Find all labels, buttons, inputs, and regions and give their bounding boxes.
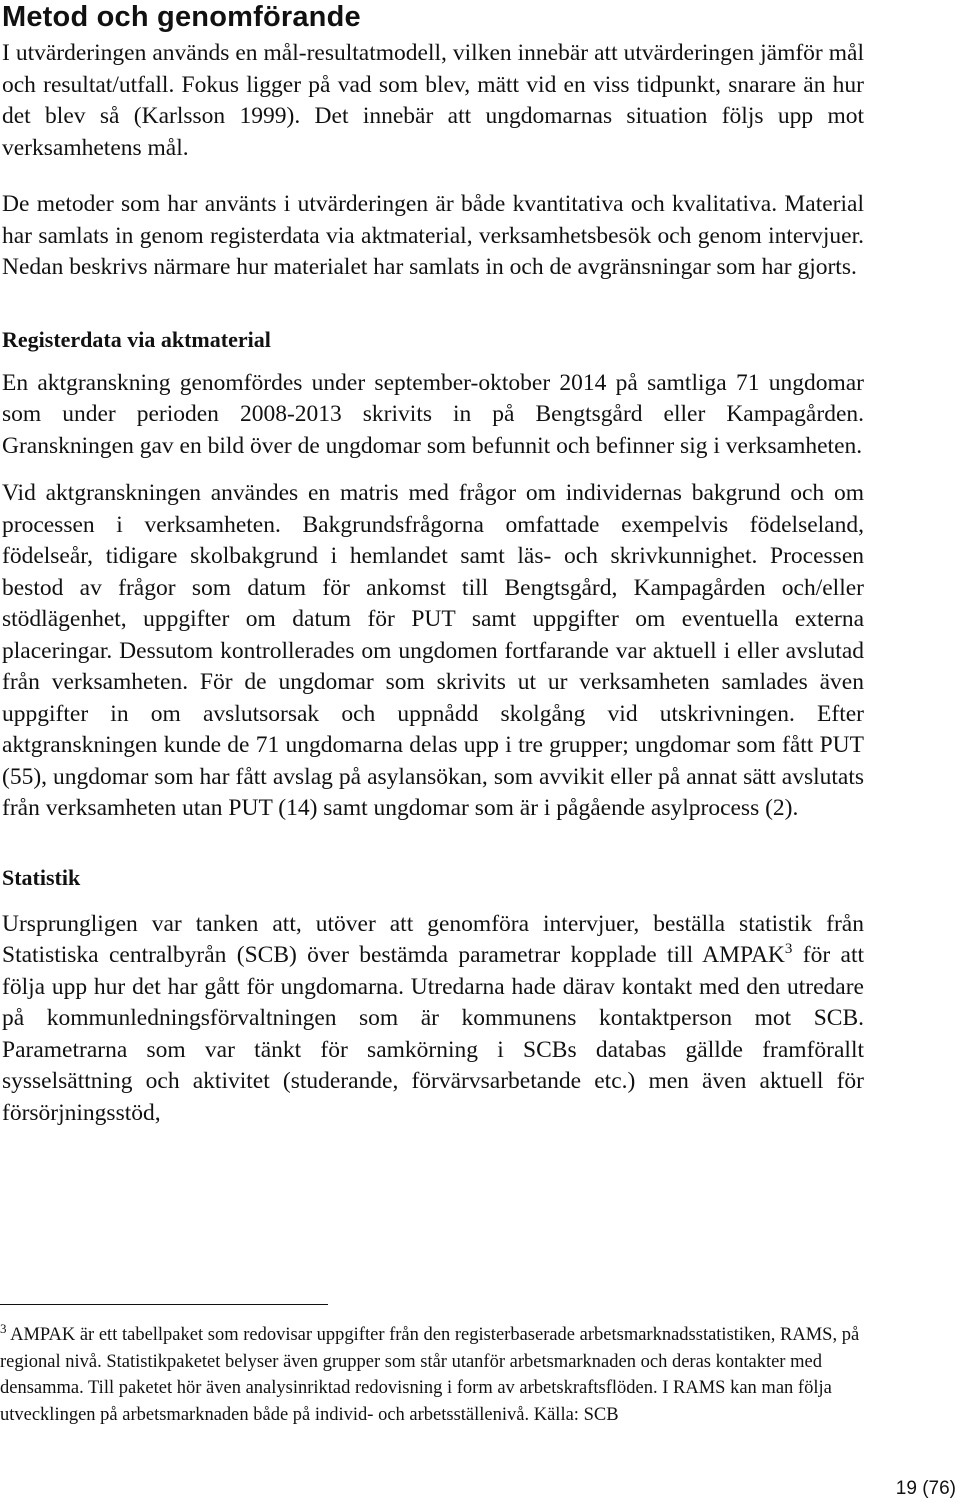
statistik-text-start: Ursprungligen var tanken att, utöver att genomföra intervjuer, beställa statistik från Statistiska centralbyrån (SCB) över bestämda parametrar kopplade till AMPAK (2, 910, 864, 968)
subheading-statistik: Statistik (2, 864, 81, 890)
intro-paragraph: I utvärderingen används en mål-resultatmodell, vilken innebär att utvärderingen jämför mål och resultat/utfall. Fokus ligger på vad som blev, mätt vid en viss tidpunkt, snarare än hur det blev så (Karlsson 1999). Det innebär att ungdomarnas situation följs upp mot verksamhetens mål. (2, 40, 864, 161)
subheading-registerdata: Registerdata via aktmaterial (2, 326, 271, 352)
footnote-reference[interactable]: 3 (784, 941, 793, 958)
section-heading: Metod och genomförande (2, 1, 361, 33)
statistik-text-end: för att följa upp hur det har gått för ungdomarna. Utredarna hade därav kontakt med den utredare på kommunledningsförvaltningen som är kommunens kontaktperson mot SCB. Parametrarna som var tänkt för samkörning i SCBs databas gällde framförallt sysselsättning och aktivitet (studerande, förvärvsarbetande etc.) men även aktuell för försörjningsstöd, (2, 942, 865, 1126)
footnote-text: AMPAK är ett tabellpaket som redovisar uppgifter från den registerbaserade arbetsmarknadsstatistiken, RAMS, på regional nivå. Statistikpaketet belyser även grupper som står utanför arbetsmarknaden och deras kontakter med densamma. Till paketet hör även analysinriktad redovisning i form av arbetskraftsflöden. I RAMS kan man följa utvecklingen på arbetsmarknaden både på individ- och arbetsställenivå. Källa: SCB (0, 1325, 860, 1425)
document-body (2, 0, 864, 1129)
footnote-number: 3 (0, 1320, 7, 1336)
methods-paragraph: De metoder som har använts i utvärderingen är både kvantitativa och kvalitativa. Material har samlats in genom registerdata via aktmaterial, verksamhetsbesök och genom intervjuer. Nedan beskrivs närmare hur materialet har samlats in och de avgränsningar som har gjorts. (2, 191, 864, 280)
page-number: 19 (76) (895, 1478, 956, 1499)
footnote (0, 1322, 880, 1428)
registerdata-paragraph-1: En aktgranskning genomfördes under september-oktober 2014 på samtliga 71 ungdomar som under perioden 2008-2013 skrivits in på Bengtsgård eller Kampagården. Granskningen gav en bild över de ungdomar som befunnit och befinner sig i verksamheten. (2, 369, 864, 459)
footnote-separator (0, 1304, 328, 1305)
registerdata-paragraph-2: Vid aktgranskningen användes en matris med frågor om individernas bakgrund och om processen i verksamheten. Bakgrundsfrågorna omfattade exempelvis födelseland, födelseår, tidigare skolbakgrund i hemlandet samt läs- och skrivkunnighet. Processen bestod av frågor som datum för ankomst till Bengtsgård, Kampagården och/eller stödlägenhet, uppgifter om datum för PUT samt uppgifter om eventuella externa placeringar. Dessutom kontrollerades om ungdomen fortfarande var aktuell i eller avslutad från verksamheten. För de ungdomar som skrivits ut ur verksamheten samlades även uppgifter in om avslutsorsak och uppnådd skolgång vid utskrivningen. Efter aktgranskningen kunde de 71 ungdomarna delas upp i tre grupper; ungdomar som fått PUT (55), ungdomar som har fått avslag på asylansökan, som avvikit eller på annat sätt avslutats från verksamheten utan PUT (14) samt ungdomar som är i pågående asylprocess (2). (2, 480, 864, 821)
statistik-paragraph (2, 909, 864, 1130)
